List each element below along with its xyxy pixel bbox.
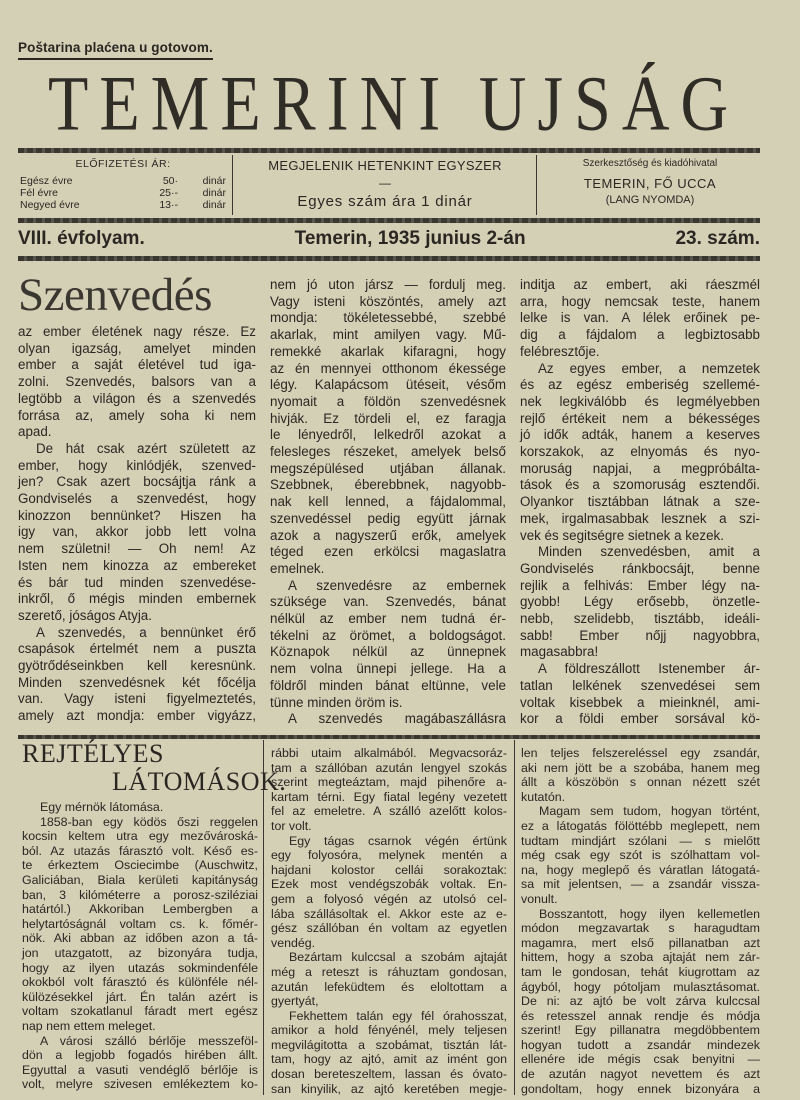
text-line: földről minden bánat eltünne, vele [270, 677, 506, 693]
text-line: azok a nagyszerű erők, amelyek [270, 527, 506, 543]
text-line: hittem, hogy a szoba ajtaját nem zár- [521, 950, 760, 965]
text-line: Olyankor tisztábban látnak a sze- [520, 494, 760, 510]
unit: dinár [202, 199, 226, 211]
text-line: aki nem jött be a szobába, hanem meg [521, 760, 760, 775]
text-line: sa mit jelentsen, — a zsandár vissza- [521, 877, 760, 892]
divider-rule [18, 256, 760, 261]
price: 25·- [159, 187, 178, 199]
text-line: nap nem ettem meleget. [22, 1018, 156, 1033]
text-line: gész szállóban én voltam az egyetlen [271, 921, 507, 936]
text-line: tudtam mindjárt szólani — s mielőtt [521, 833, 760, 848]
text-line: lelke is van. A lélek erőinek pe- [520, 310, 760, 326]
article-column [22, 800, 258, 1092]
text-line: zolni. Szenvedés, balsors van a [18, 374, 256, 390]
text-line: okokból volt fárasztó és különféle nél- [22, 975, 258, 990]
text-line: akarlak, mint amilyen vagy. Mű- [270, 327, 506, 343]
article-column [520, 277, 760, 728]
text-line: nebb, szelidebb, tisztább, ideáli- [520, 611, 760, 627]
text-line: rábbi utaim alkalmából. Megvacsoráz- [271, 746, 507, 760]
text-line: szüksége van. Szenvedés, bánat [270, 594, 506, 610]
text-line: Galiciában, Biala kerületi kapitányság [22, 872, 258, 887]
period: Negyed évre [20, 199, 80, 211]
text-line: nem jó uton jársz — fordulj meg. [270, 277, 506, 292]
text-line: ember, hogy kinlódjék, szenved- [18, 457, 256, 473]
text-line: A szenvedésre az embernek [288, 577, 506, 593]
period: Egész évre [20, 175, 73, 187]
unit: dinár [202, 175, 226, 187]
article-column [18, 324, 256, 725]
text-line: Isten nem kinozza az embereket [18, 557, 256, 573]
text-line: Fekhettem talán egy fél órahosszat, [289, 1008, 507, 1023]
text-line: dosan bereteszeltem, lassan és óvato- [271, 1067, 507, 1082]
text-line: A városi szálló bérlője messzeföl- [40, 1033, 258, 1048]
divider-line [514, 740, 515, 1095]
text-line: Egy tágas csarnok végén értünk [289, 833, 507, 848]
text-line: arra, hogy nemcsak teste, hanem [520, 293, 760, 309]
text-line: moruság napjai, a megpróbálta- [520, 460, 760, 476]
text-line: Köznapok nélkül az ünnepnek [270, 644, 506, 660]
text-line: hajdani kolostor cellái sorakoztak: [271, 862, 507, 877]
text-line: magasabbra! [520, 644, 599, 660]
text-line: nélkül az ember nem tudná ér- [270, 611, 506, 627]
newspaper-masthead: TEMERINI UJSÁG [48, 61, 740, 148]
text-line: dön a legjobb fogadós hirében állt. [22, 1048, 258, 1063]
article-title-line2: LÁTOMÁSOK. [112, 767, 287, 796]
text-line: Gondviselés a szenvedést, hogy [18, 491, 256, 507]
text-line: nak kell lenned, a fájdalommal, [270, 494, 506, 510]
text-line: Egyuttal a vasuti vendéglő bérlője is [22, 1062, 258, 1077]
text-line: igy van, akkor jobb lett volna [18, 524, 256, 540]
text-line: kinozzon bennünket? Hiszen ha [18, 507, 256, 523]
text-line: ellenére ide mégis csak benyitni — [521, 1052, 760, 1067]
text-line: 1858-ban egy ködös őszi reggelen [40, 814, 258, 829]
text-line: tékelni az örömet, a boldogságot. [270, 627, 506, 643]
volume: VIII. évfolyam. [18, 228, 145, 249]
text-line: tam le gondosan, tehát kiugrottam az [521, 964, 760, 979]
text-line: kocsin keltem utra egy mezővároská- [22, 829, 258, 844]
text-line: az ember életének nagy része. Ez [18, 324, 256, 339]
text-line: és bár tud minden szenvedése- [18, 574, 256, 590]
text-line: De ni: az ajtó be volt zárva kulccsal [521, 994, 760, 1009]
text-line: olyan igazság, amelyet minden [18, 340, 256, 356]
text-line: vendég. [271, 935, 316, 950]
text-line: nem születni! — Oh nem! Az [18, 541, 256, 557]
text-line: korszakok, az elnyomás és nyo- [520, 444, 760, 460]
printer: (LANG NYOMDA) [605, 194, 695, 206]
text-line: jó idők adták, hanem a keserves [520, 427, 760, 443]
text-line: helytartóságnál voltam cs. k. főmér- [22, 916, 258, 931]
text-line: voltam szokatlanul fáradt mert egész [22, 1004, 258, 1019]
subscription-prices [20, 158, 226, 211]
text-line: magamra, mert első pillanatban azt [521, 935, 760, 950]
text-line: forrása az, amely soha ki nem [18, 407, 256, 423]
text-line: kartam térni. Egy fiatal legény vezetett [271, 789, 507, 804]
frequency: MEGJELENIK HETENKINT EGYSZER [268, 158, 502, 173]
text-line: és az egész emberiség szellemé- [520, 377, 760, 393]
text-line: A földreszállott Istenember ár- [538, 661, 760, 677]
price-row [20, 199, 226, 211]
article-column [271, 746, 507, 1096]
text-line: tam a szállóban azután lengyel szokás [271, 760, 507, 775]
text-line: Vagy isteni köszöntés, amely azt [270, 293, 506, 309]
postage-notice: Poštarina plaćena u gotovom. [18, 40, 213, 60]
text-line: A szenvedés magábaszállásra [288, 711, 506, 727]
text-line: voltak kisebbek a mieinknél, ami- [520, 694, 760, 710]
text-line: san kinyilik, az ajtó keretében megje- [271, 1081, 507, 1096]
divider-line [536, 155, 537, 215]
text-line: Gondviselés ránkbocsájt, benne [520, 560, 760, 576]
text-line: szenvedéssel pedig együtt járnak [270, 510, 506, 526]
unit: dinár [202, 187, 226, 199]
issue-number: 23. szám. [675, 228, 760, 249]
period: Fél évre [20, 187, 58, 199]
text-line: Minden szenvedésnek két főcélja [18, 674, 256, 690]
text-line: Ezek most vendégszobák voltak. En- [271, 877, 507, 892]
text-line: mek, irgalmasabbak lesznek a szi- [520, 510, 760, 526]
text-line: hogyan tudott a zsandár mindezek [521, 1037, 760, 1052]
divider-line [232, 155, 233, 215]
article-column [270, 277, 506, 728]
text-line: kutatón. [521, 789, 566, 804]
text-line: ez a látogatás fölöttébb meglepett, nem [521, 818, 760, 833]
text-line: felesleges részeket, amelyek belső [270, 444, 506, 460]
dash: — [379, 176, 391, 190]
text-line: gyobb! Légy erősebb, önzetle- [520, 594, 760, 610]
text-line: tatlan lelkének szenvedései sem [520, 677, 760, 693]
text-line: apad. [18, 424, 52, 440]
text-line: jen? Csak azert bocsájtja ránk a [18, 474, 256, 490]
text-line: vek és segitségre sietnek a kezek. [520, 527, 724, 543]
text-line: mondja: tökéletessebbé, szebbé [270, 310, 506, 326]
subscription-title: ELŐFIZETÉSI ÁR: [75, 158, 171, 170]
text-line: van. Vagy isteni figyelmeztetés, [18, 691, 256, 707]
text-line: még csak egy szót is szólhattam vol- [521, 848, 760, 863]
divider-rule [18, 218, 760, 223]
text-line: tünne minden öröm is. [270, 694, 403, 710]
text-line: módon megzavartak s haragudtam [521, 921, 760, 936]
text-line: remekké akarlak kifaragni, hogy [270, 343, 506, 359]
text-line: szerint megteáztam, majd pihenőre a- [271, 775, 507, 790]
issue-date: Temerin, 1935 junius 2-án [294, 228, 526, 249]
text-line: inditja az embert, aki ráeszmél [520, 277, 760, 292]
text-line: ból. Az utazás fárasztó volt. Késő es- [22, 843, 258, 858]
text-line: és retesszel annak rendje és módja [521, 1008, 760, 1023]
text-line: fel az emeletre. A szálló azelőtt kolos- [271, 804, 507, 819]
text-line: emelnek. [270, 560, 325, 576]
article-title: Szenvedés [18, 269, 212, 321]
text-line: határtól.) Akkoriban Lembergben a [22, 902, 258, 917]
office-label: Szerkesztőség és kiadóhivatal [582, 158, 718, 169]
text-line: nem volna ünnepi jellege. Ha a [270, 661, 506, 677]
article-column [521, 746, 760, 1096]
text-line: lába szállásoltak el. Akkor este az e- [271, 906, 507, 921]
text-line: azután lefeküdtem és eloltottam a [271, 979, 507, 994]
text-line: megszépülésed utjában állanak. [270, 460, 506, 476]
text-line: még a reteszt is ráhuztam gondosan, [271, 964, 507, 979]
text-line: Magam sem tudom, hogyan történt, [539, 804, 760, 819]
text-line: téged ezen erkölcsi magaslatra [270, 544, 506, 560]
text-line: te érkeztem Osciecimbe (Auschwitz, [22, 858, 258, 873]
text-line: gondoltam, hogy ennek bizonyára a [521, 1081, 760, 1096]
text-line: külözésekkel járt. Én talán azért is [22, 989, 258, 1004]
text-line: szerető, jóságos Atyja. [18, 607, 152, 623]
price-row [20, 175, 226, 187]
text-line: legtöbb a világon és a szenvedés [18, 390, 256, 406]
single-copy-price: Egyes szám ára 1 dinár [297, 193, 473, 210]
text-line: amely azt mondja: ember vigyázz, [18, 708, 256, 724]
text-line: dig a fájdalom a legbiztosabb [520, 327, 760, 343]
text-line: szerint! Egy pillanatra megdöbbentem [521, 1023, 760, 1038]
text-line: na, hogy meglepő és váratlan látogatá- [521, 862, 760, 877]
text-line: felébresztője. [520, 343, 600, 359]
text-line: len teljes felszereléssel egy zsandár, [521, 746, 760, 760]
text-line: nek legkiválóbb és legmélyebben [520, 393, 760, 409]
text-line: Minden szenvedésben, amit a [538, 544, 760, 560]
article-title-line1: REJTÉLYES [22, 739, 165, 768]
text-line: ember a saját életével tud iga- [18, 357, 256, 373]
text-line: De hát csak azért született az [36, 440, 256, 456]
price: 50· [162, 175, 178, 187]
text-line: Szebbnek, éberebbnek, nagyobb- [270, 477, 506, 493]
divider-rule [18, 148, 760, 153]
price-row [20, 187, 226, 199]
text-line: tor volt. [271, 818, 312, 833]
text-line: volt, melyre szivesen emlékeztem ko- [22, 1077, 258, 1092]
text-line: nök. Aki abban az időben azon a tá- [22, 931, 258, 946]
text-line: gem a folyosó végén az utolsó cel- [271, 891, 507, 906]
text-line: állt a köszöbön s onnan nézett szét [521, 775, 760, 790]
text-line: hivják. Ez tördeli el, ez faragja [270, 410, 506, 426]
text-line: az én mennyei otthonom ékessége [270, 360, 506, 376]
text-line: csapások értelmét nem a puszta [18, 641, 256, 657]
price: 13·- [159, 199, 178, 211]
text-line: hogy az ilyen utazás sokmindenféle [22, 960, 258, 975]
text-line: le lényedről, lelkedről azokat a [270, 427, 506, 443]
text-line: ágyból, hogy pótoljam mulasztásomat. [521, 979, 760, 994]
text-line: gyertyát, [271, 994, 319, 1009]
text-line: de azután nagyot nevettem és azt [521, 1067, 760, 1082]
text-line: ban, 3 kilóméterre a porosz-sziléziai [22, 887, 258, 902]
text-line: Bezártam kulccsal a szobám ajtaját [289, 950, 507, 965]
text-line: légy. Kalapácsom ütéseit, vésőm [270, 377, 506, 393]
text-line: tások és a szomoruság esztendői. [520, 477, 760, 493]
dateline [18, 228, 760, 250]
publication-info [236, 158, 534, 211]
text-line: kor a földi ember sorsával kö- [520, 711, 760, 727]
text-line: amikor a hold fényénél, mely teljesen [271, 1023, 507, 1038]
text-line: tam, hogy az ajtó, amit az imént gon [271, 1052, 507, 1067]
text-line: egy folyosóra, melynek mentén a [271, 848, 507, 863]
text-line: sabb! Ember nőjj nagyobbra, [520, 627, 760, 643]
text-line: gyötrődéseinkben kell keresnünk. [18, 658, 256, 674]
text-line: inkről, ő mégis minden embernek [18, 591, 256, 607]
text-line: Az egyes ember, a nemzetek [538, 360, 760, 376]
text-line: Egy mérnök látomása. [40, 800, 164, 814]
office-address: TEMERIN, FŐ UCCA [583, 176, 717, 191]
text-line: A szenvedés, a bennünket érő [36, 624, 256, 640]
text-line: rejlő értékeit nem a békességes [520, 410, 760, 426]
text-line: vonult. [521, 891, 558, 906]
editorial-office [540, 158, 760, 207]
text-line: jon utazgatott, az bizonyára tudja, [22, 945, 258, 960]
text-line: rejlik a felhivás: Ember légy na- [520, 577, 760, 593]
text-line: Bosszantott, hogy ilyen kellemetlen [539, 906, 760, 921]
text-line: nyomait a földön szenvedésnek [270, 393, 506, 409]
text-line: megvilágitotta a szobámat, tisztán lát- [271, 1037, 507, 1052]
